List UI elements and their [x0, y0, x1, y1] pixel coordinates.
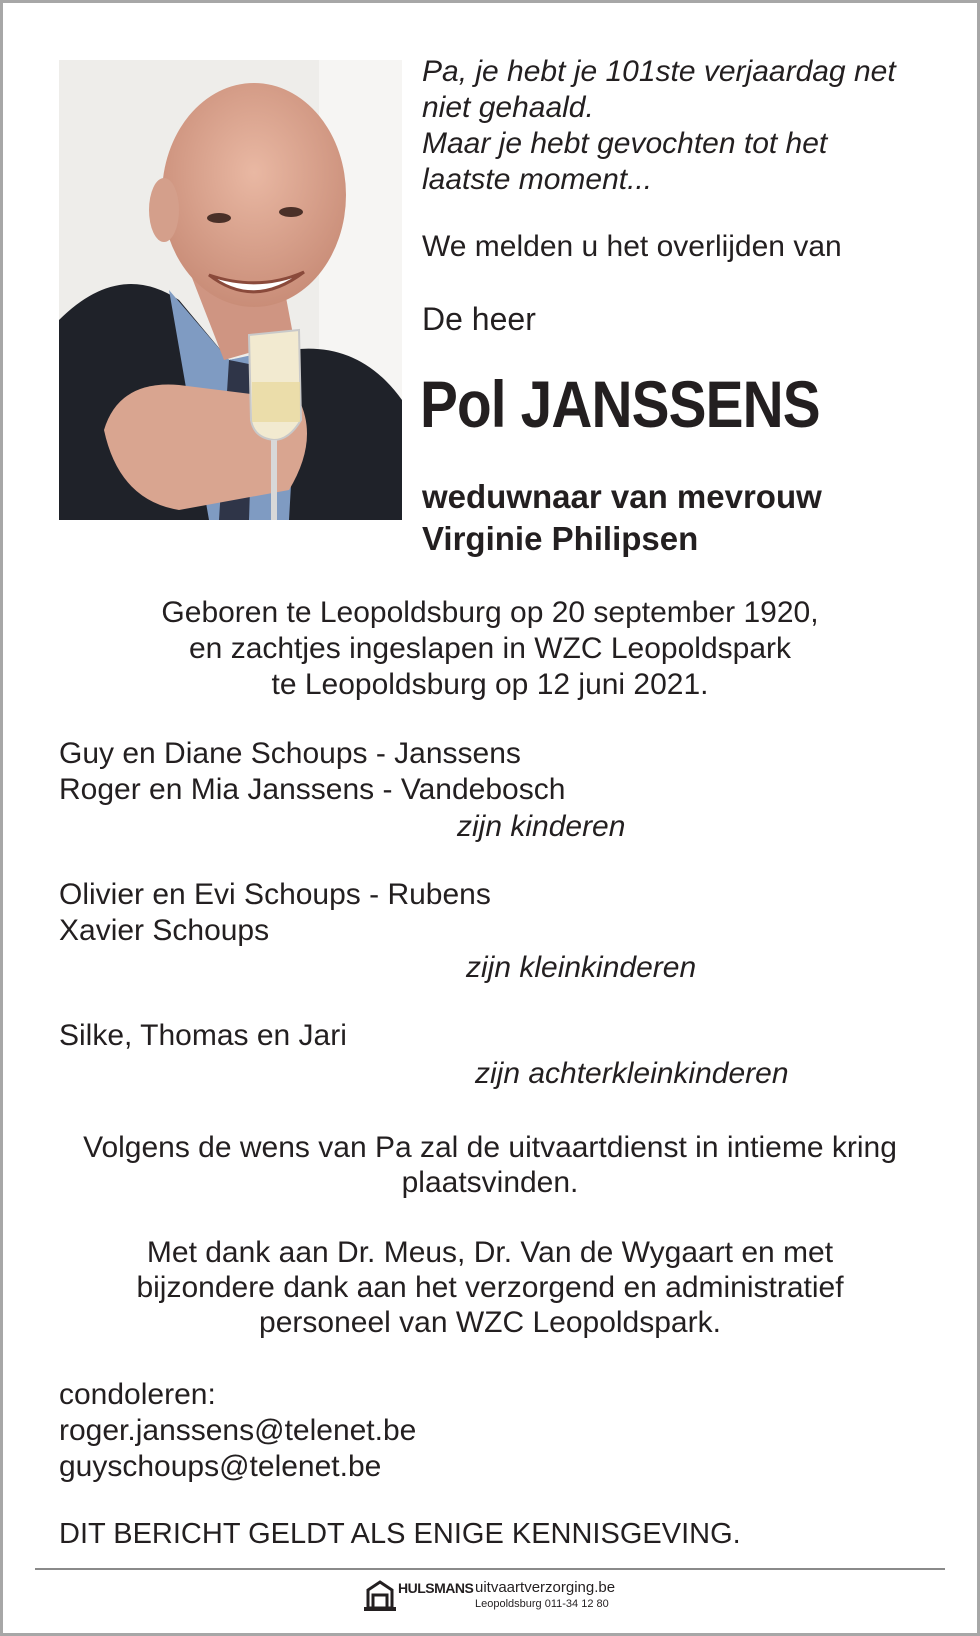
birth-death-line: en zachtjes ingeslapen in WZC Leopoldspark — [188, 632, 791, 665]
widower-line: weduwnaar van mevrouw — [422, 478, 822, 515]
portrait-photo — [59, 60, 402, 520]
portrait-illustration — [59, 60, 402, 520]
relation-grandchildren: zijn kleinkinderen — [466, 951, 697, 984]
condolence-email[interactable]: roger.janssens@telenet.be — [59, 1414, 417, 1447]
family-name-line: Guy en Diane Schoups - Janssens — [59, 737, 521, 770]
thanks-line: Met dank aan Dr. Meus, Dr. Van de Wygaart en met — [146, 1236, 834, 1269]
birth-death-line: te Leopoldsburg op 12 juni 2021. — [271, 668, 709, 701]
funeral-home-address: Leopoldsburg 011-34 12 80 — [475, 1598, 609, 1610]
funeral-note-line: Volgens de wens van Pa zal de uitvaartdienst in intieme kring — [83, 1131, 897, 1164]
family-name-line: Roger en Mia Janssens - Vandebosch — [59, 773, 566, 806]
funeral-home-website[interactable]: uitvaartverzorging.be — [475, 1579, 616, 1596]
family-great-grandchildren — [59, 1018, 347, 1054]
announcement-text: We melden u het overlijden van — [422, 230, 842, 263]
poem-line: Maar je hebt gevochten tot het — [422, 127, 828, 160]
widower-text — [422, 476, 822, 560]
thanks-text — [0, 1235, 980, 1340]
birth-death-text — [0, 595, 980, 703]
family-name-line: Silke, Thomas en Jari — [59, 1019, 347, 1052]
family-children — [59, 736, 565, 808]
hulsmans-logo-icon — [364, 1578, 396, 1612]
funeral-note — [0, 1130, 980, 1200]
deceased-name: Pol JANSSENS — [420, 367, 820, 441]
condolences-label: condoleren: — [59, 1378, 216, 1411]
condolences-block — [59, 1377, 416, 1485]
poem-line: niet gehaald. — [422, 91, 594, 124]
poem-line: Pa, je hebt je 101ste verjaardag net — [422, 55, 896, 88]
thanks-line: bijzondere dank aan het verzorgend en administratief — [136, 1271, 844, 1304]
condolence-email[interactable]: guyschoups@telenet.be — [59, 1450, 382, 1483]
funeral-home-logo — [364, 1578, 624, 1618]
family-name-line: Xavier Schoups — [59, 914, 270, 947]
honorific: De heer — [422, 301, 536, 337]
poem-line: laatste moment... — [422, 163, 653, 196]
relation-great-grandchildren: zijn achterkleinkinderen — [475, 1057, 789, 1090]
funeral-home-brand: HULSMANS — [398, 1580, 474, 1596]
thanks-line: personeel van WZC Leopoldspark. — [259, 1306, 721, 1339]
opening-poem — [422, 54, 896, 198]
notice-text: DIT BERICHT GELDT ALS ENIGE KENNISGEVING. — [59, 1518, 741, 1550]
footer-divider — [35, 1568, 945, 1570]
widower-line: Virginie Philipsen — [422, 520, 699, 557]
relation-children: zijn kinderen — [457, 810, 626, 843]
family-grandchildren — [59, 877, 491, 949]
funeral-note-line: plaatsvinden. — [401, 1166, 579, 1199]
family-name-line: Olivier en Evi Schoups - Rubens — [59, 878, 491, 911]
birth-death-line: Geboren te Leopoldsburg op 20 september 1920, — [161, 596, 819, 629]
